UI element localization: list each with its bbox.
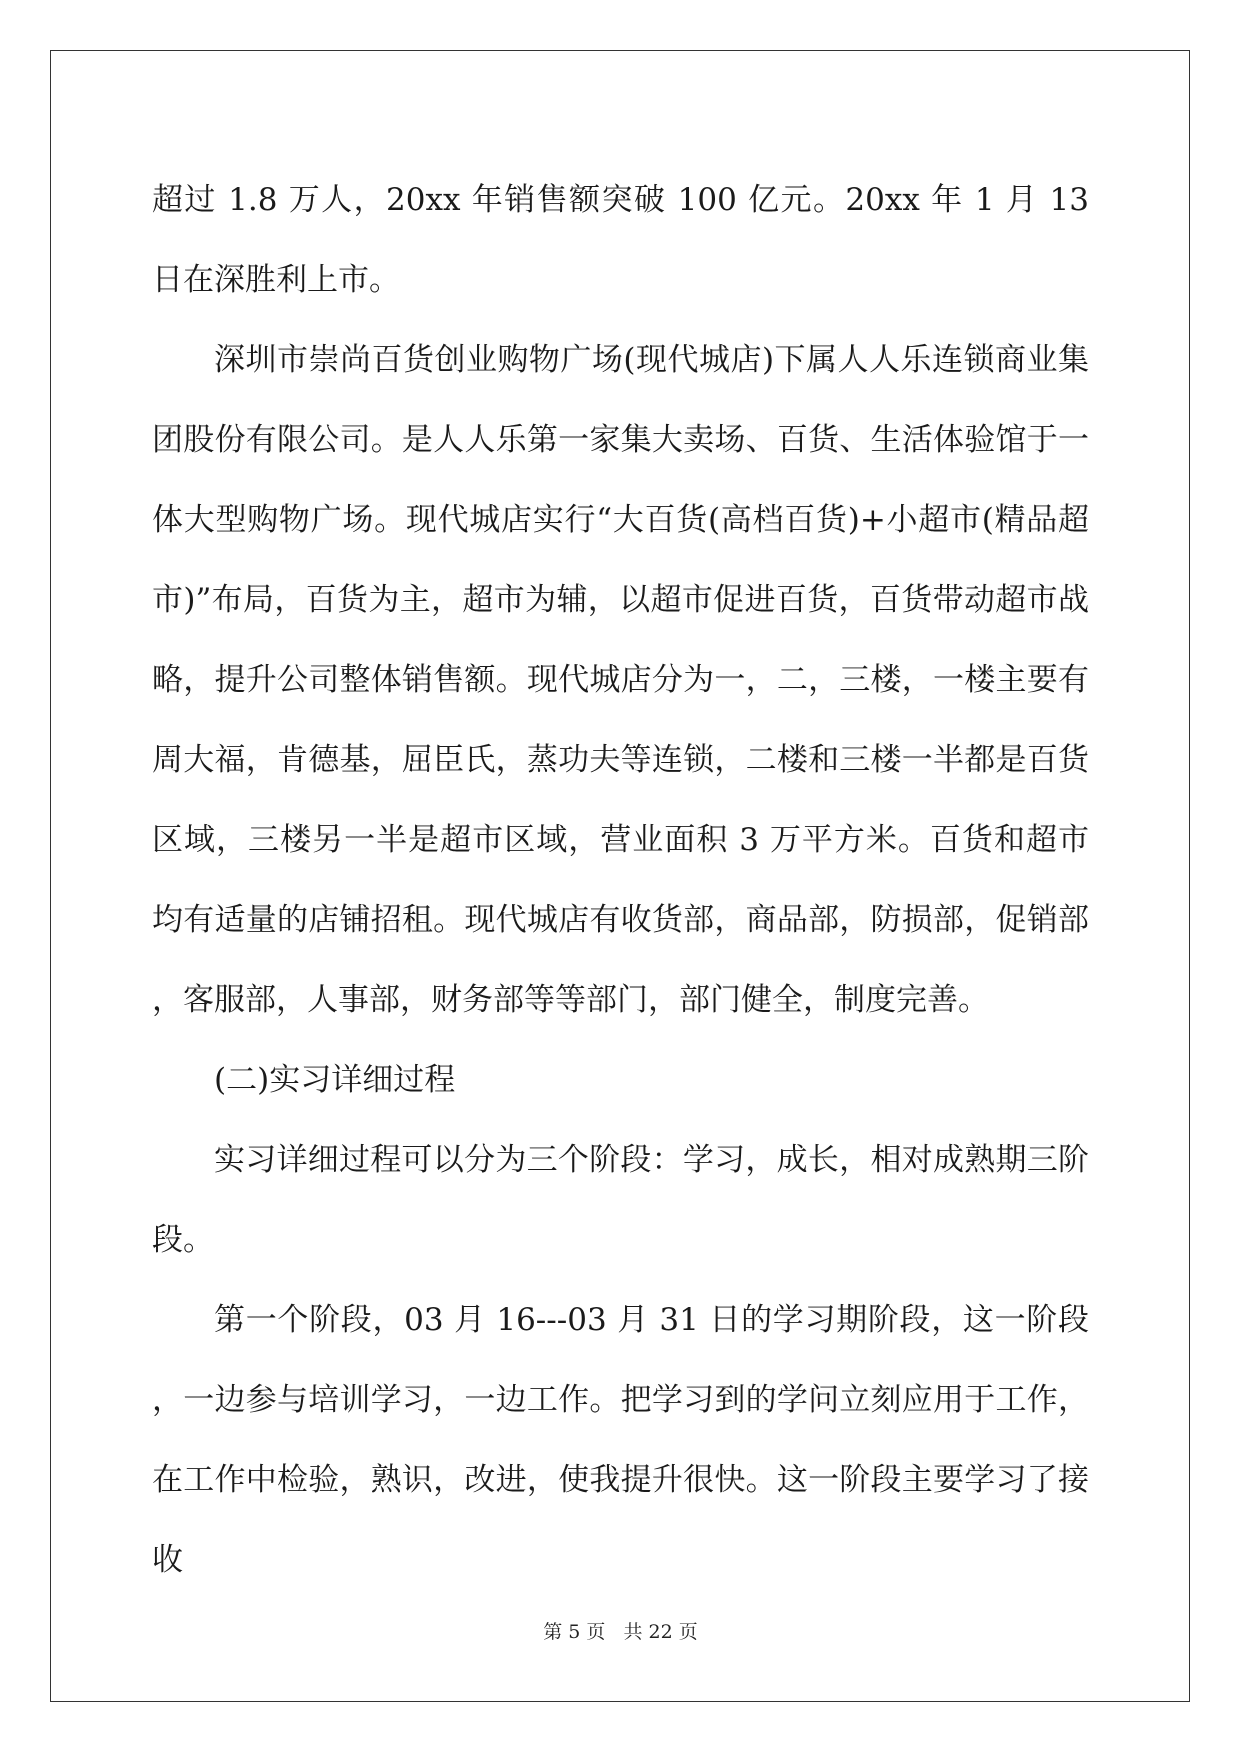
page-number: 第 5 页 xyxy=(543,1621,606,1643)
paragraph-stages: 实习详细过程可以分为三个阶段：学习，成长，相对成熟期三阶段。 xyxy=(152,1142,1089,1258)
paragraph-company-intro: 深圳市崇尚百货创业购物广场(现代城店)下属人人乐连锁商业集团股份有限公司。是人人乐第一家集大卖场、百货、生活体验馆于一体大型购物广场。现代城店实行“大百货(高档百货)+小超市(精品超市)”布局，百货为主，超市为辅，以超市促进百货，百货带动超市战略，提升公司整体销售额。现代城店分为一，二，三楼，一楼主要有周大福，肯德基，屈臣氏，蒸功夫等连锁，二楼和三楼一半都是百货区域，三楼另一半是超市区域，营业面积 3 万平方米。百货和超市均有适量的店铺招租。现代城店有收货部，商品部，防损部，促销部，客服部，人事部，财务部等等部门，部门健全，制度完善。 xyxy=(152,342,1089,1018)
paragraph-continued: 超过 1.8 万人，20xx 年销售额突破 100 亿元。20xx 年 1 月 13 日在深胜利上市。 xyxy=(152,182,1089,298)
page-footer xyxy=(0,1620,1241,1644)
document-body xyxy=(152,160,1089,1600)
section-heading: (二)实习详细过程 xyxy=(214,1062,456,1098)
paragraph-first-stage: 第一个阶段，03 月 16---03 月 31 日的学习期阶段，这一阶段，一边参与培训学习，一边工作。把学习到的学问立刻应用于工作，在工作中检验，熟识，改进，使我提升很快。这一阶段主要学习了接收 xyxy=(152,1302,1089,1578)
page-total: 共 22 页 xyxy=(623,1621,698,1643)
